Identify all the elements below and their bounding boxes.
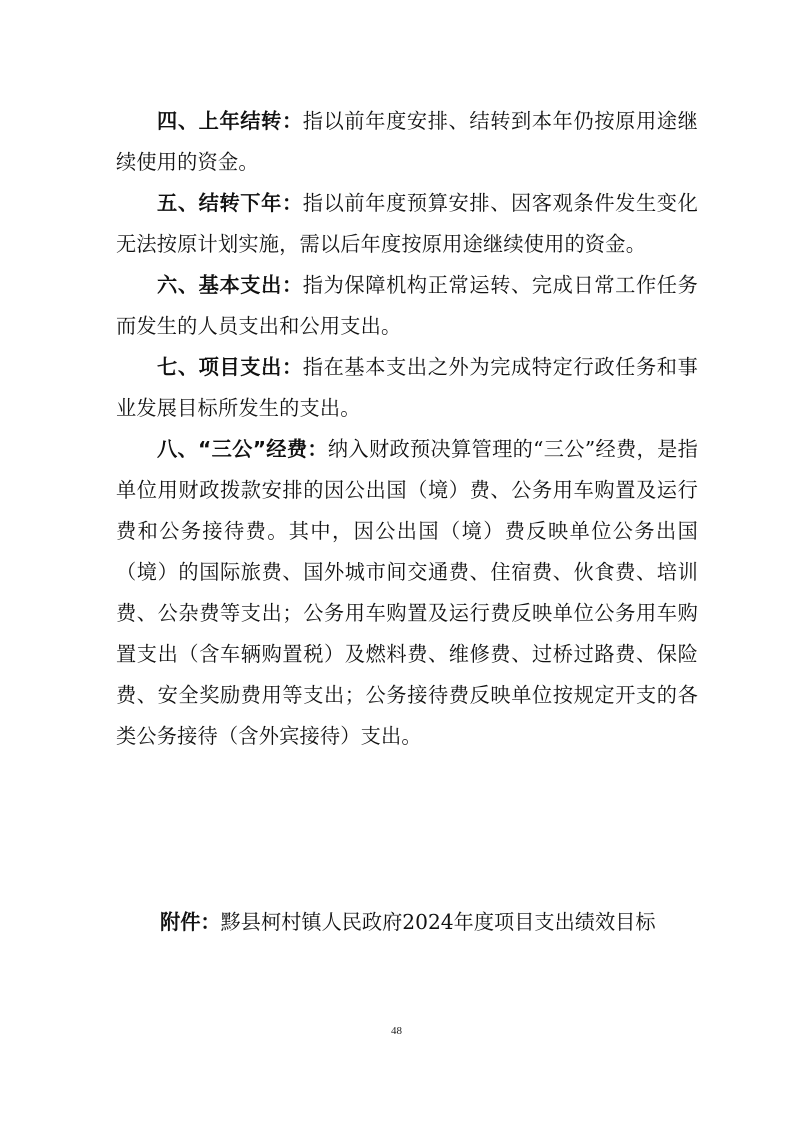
attachment-label: 附件：: [160, 910, 221, 934]
definition-term: 八、“三公”经费：: [157, 437, 328, 461]
definition-body: 指以前年度安排、结转到本年仍按原用途继续使用的资金。: [116, 109, 698, 174]
definition-body: 指在基本支出之外为完成特定行政任务和事业发展目标所发生的支出。: [116, 355, 698, 420]
page-number: 48: [391, 1025, 402, 1037]
definition-paragraph-prior-year-carryover: [116, 101, 698, 183]
definition-term: 七、项目支出：: [157, 355, 303, 379]
definition-body: 指以前年度预算安排、因客观条件发生变化无法按原计划实施，需以后年度按原用途继续使用的资金。: [116, 191, 698, 256]
definition-paragraph-carryover-next-year: [116, 183, 698, 265]
definition-body: 指为保障机构正常运转、完成日常工作任务而发生的人员支出和公用支出。: [116, 273, 698, 338]
definition-paragraph-basic-expenditure: [116, 265, 698, 347]
definition-paragraph-project-expenditure: [116, 347, 698, 429]
definition-term: 六、基本支出：: [157, 273, 303, 297]
definition-paragraph-three-public-expenses: [116, 429, 698, 757]
attachment-line: [160, 902, 720, 943]
attachment-title: 黟县柯村镇人民政府2024年度项目支出绩效目标: [220, 910, 656, 934]
definition-body: 纳入财政预决算管理的“三公”经费，是指单位用财政拨款安排的因公出国（境）费、公务用车购置及运行费和公务接待费。其中，因公出国（境）费反映单位公务出国（境）的国际旅费、国外城市间交通费、住宿费、伙食费、培训费、公杂费等支出；公务用车购置及运行费反映单位公务用车购置支出（含车辆购置税）及燃料费、维修费、过桥过路费、保险费、安全奖励费用等支出；公务接待费反映单位按规定开支的各类公务接待（含外宾接待）支出。: [116, 437, 698, 748]
definition-term: 四、上年结转：: [157, 109, 303, 133]
definition-term: 五、结转下年：: [157, 191, 303, 215]
